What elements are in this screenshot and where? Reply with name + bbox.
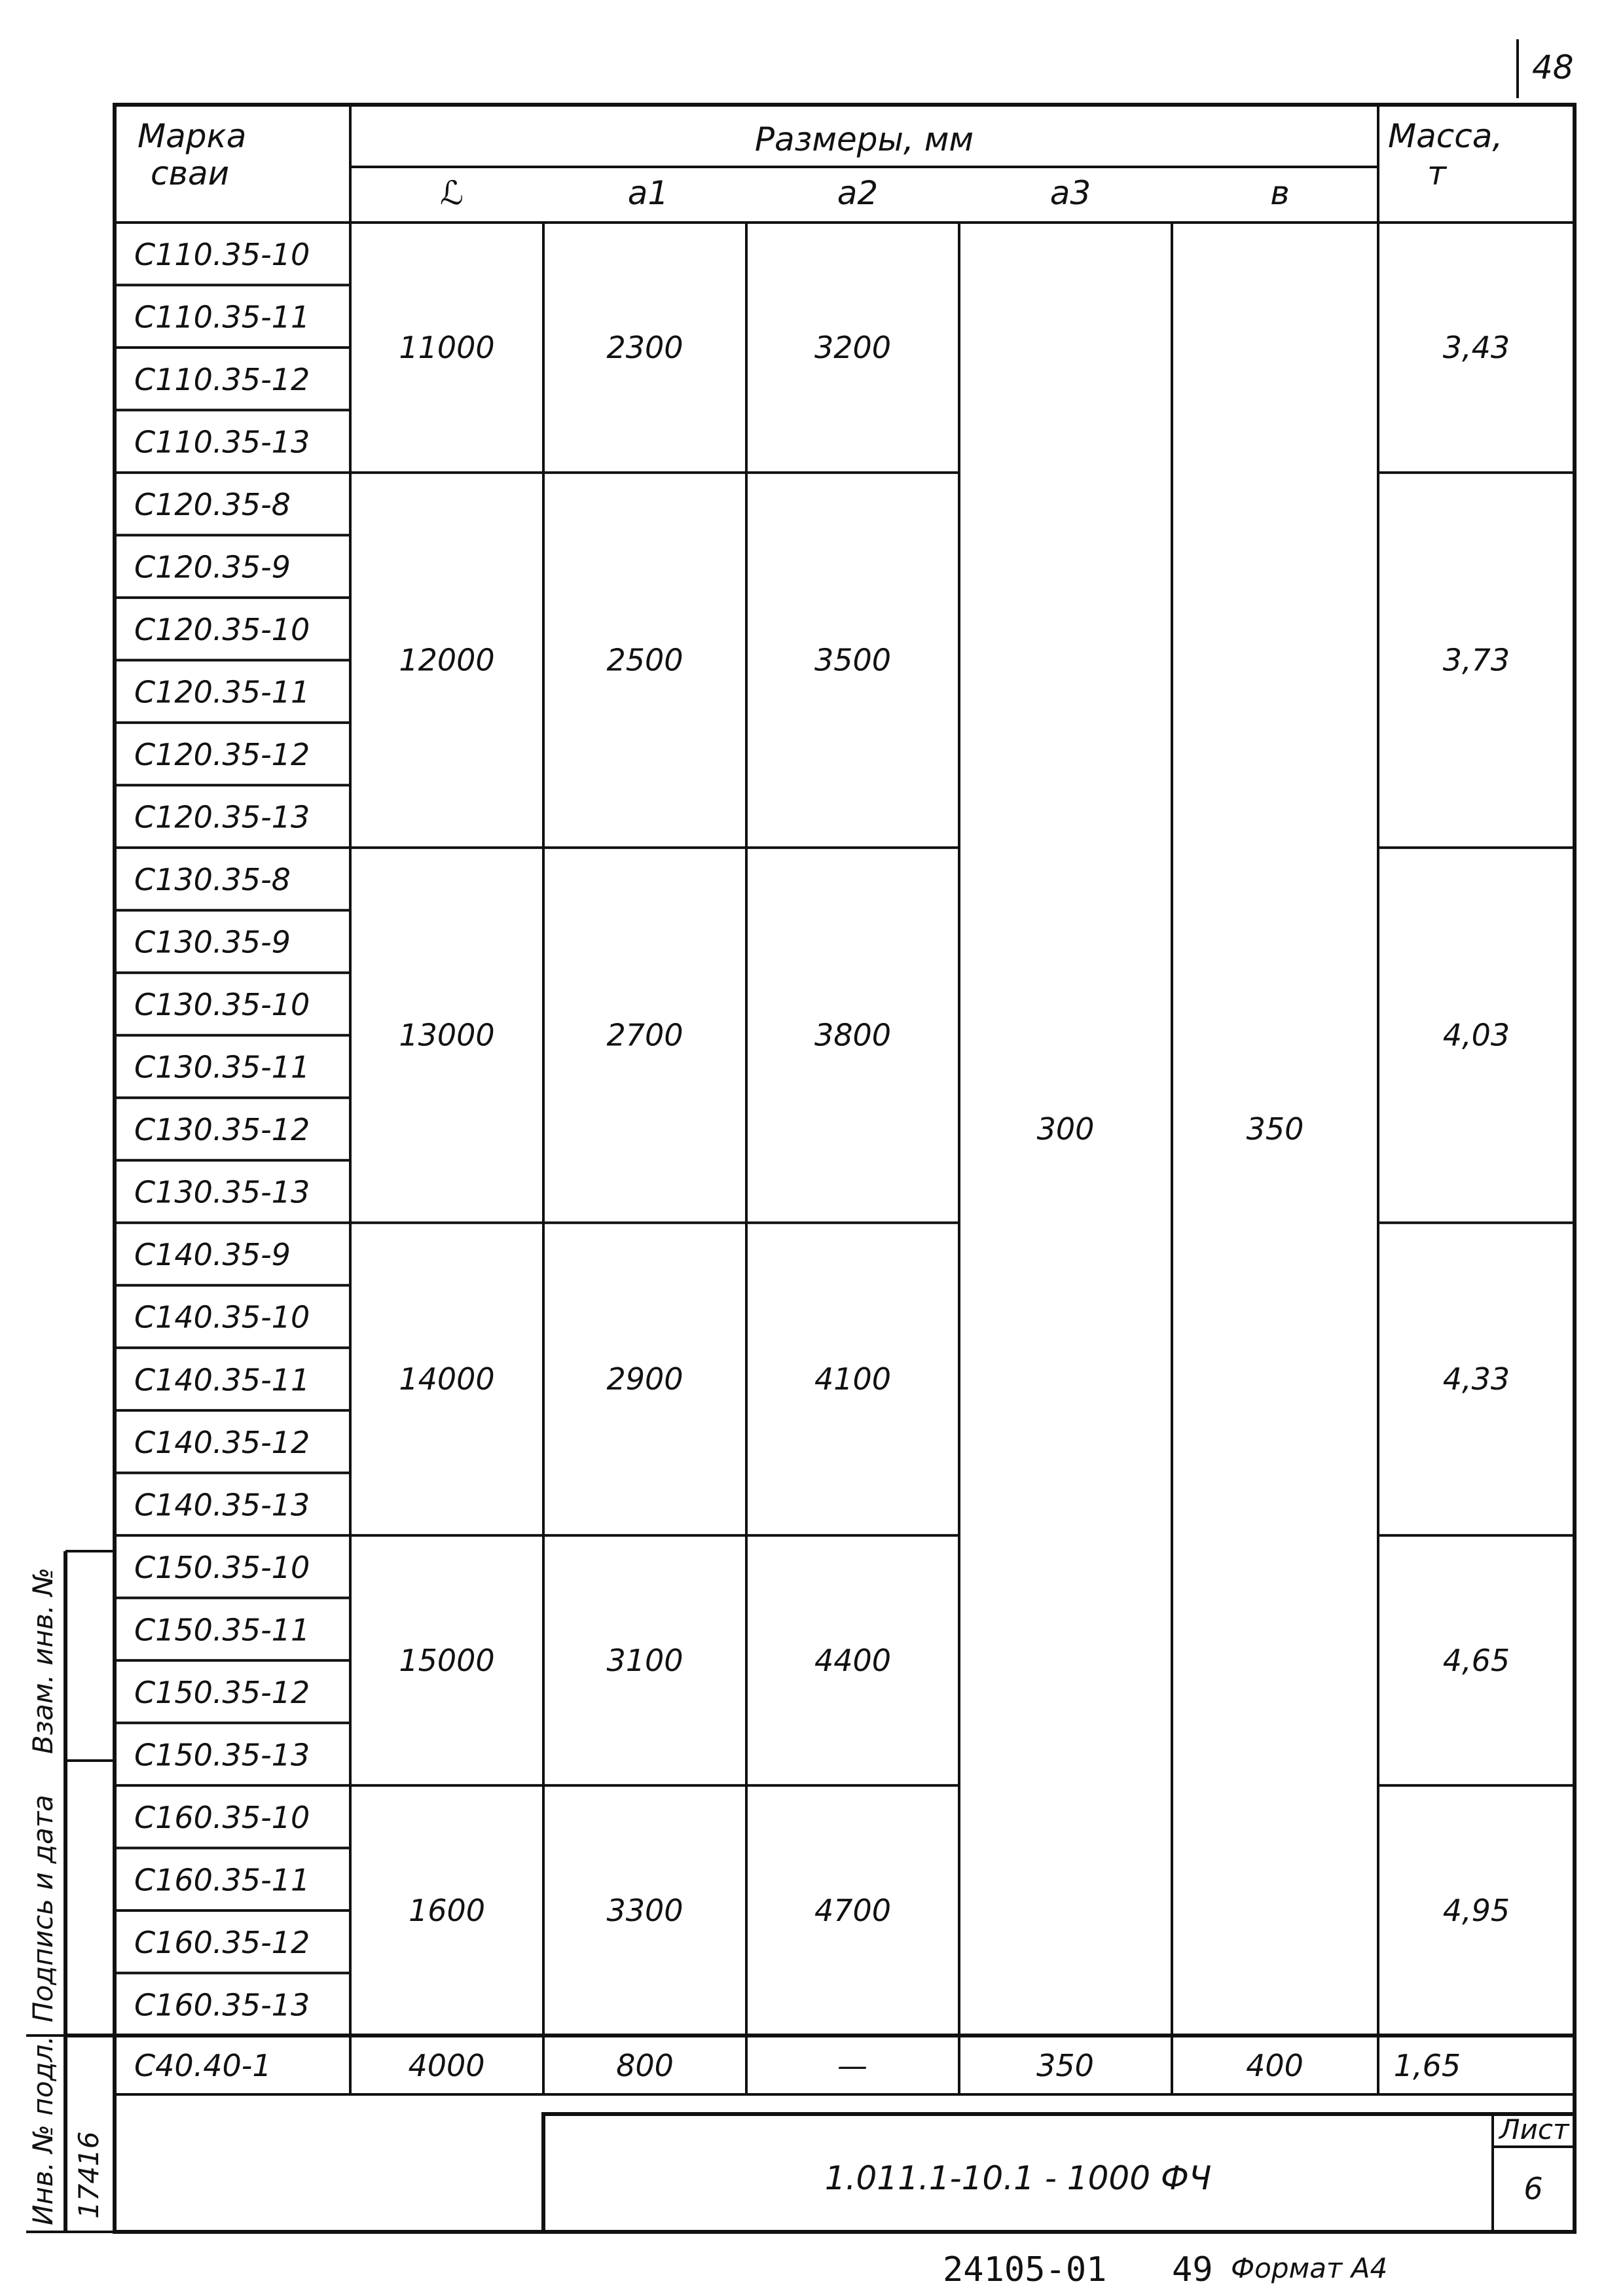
pile-mark: С160.35-10 — [134, 1799, 310, 1835]
cell-mass: 4,95 — [1442, 1892, 1510, 1928]
cell-L: 1600 — [408, 1892, 486, 1928]
replace-inv-label: Взам. инв. № — [27, 1567, 59, 1754]
page-number: 48 — [1532, 48, 1574, 86]
inv-sub-label: Инв. № подл. — [27, 2036, 59, 2225]
table-body — [134, 237, 1510, 2022]
pile-mark: С130.35-8 — [134, 862, 291, 898]
pile-mark: С120.35-13 — [134, 799, 310, 835]
pile-mark: С140.35-13 — [134, 1487, 310, 1523]
last-row-a1: 800 — [616, 2048, 674, 2083]
doc-code: 1.011.1-10.1 - 1000 ФЧ — [824, 2159, 1212, 2197]
header-mark-line1: Марка — [137, 117, 247, 155]
last-row-L: 4000 — [408, 2048, 485, 2083]
header-dims: Размеры, мм — [754, 120, 974, 158]
pile-mark: С140.35-11 — [134, 1362, 310, 1398]
pile-mark: С150.35-13 — [134, 1737, 310, 1773]
cell-a2: 3200 — [814, 330, 892, 366]
table-grid — [115, 223, 1575, 2036]
pile-mark: С110.35-13 — [134, 424, 310, 460]
order-number: 24105-01 — [943, 2250, 1107, 2289]
cell-L: 15000 — [399, 1642, 495, 1678]
approval-strip — [26, 1551, 115, 2232]
copy-number: 49 — [1172, 2250, 1213, 2289]
pile-mark: С110.35-11 — [134, 299, 310, 335]
cell-a1: 3300 — [606, 1892, 684, 1928]
cell-a2: 3500 — [814, 642, 892, 678]
sheet-label: Лист — [1499, 2113, 1569, 2145]
header-col-b: в — [1270, 174, 1290, 212]
header-mark-line2: сваи — [151, 154, 230, 192]
last-row-a3: 350 — [1036, 2048, 1094, 2083]
cell-a1: 2500 — [606, 642, 684, 678]
cell-a1: 2900 — [606, 1361, 684, 1397]
cell-a1: 2300 — [606, 330, 684, 366]
header-mass-line1: Масса, — [1388, 117, 1503, 155]
inv-value: 17416 — [73, 2131, 105, 2219]
last-row-mass: 1,65 — [1393, 2048, 1461, 2083]
pile-mark: С130.35-13 — [134, 1174, 310, 1210]
header-col-a2: а2 — [837, 174, 879, 212]
table-row-last — [65, 2036, 1575, 2094]
pile-mark: С160.35-13 — [134, 1987, 310, 2023]
header-col-a1: а1 — [627, 174, 669, 212]
pile-mark: С120.35-12 — [134, 737, 310, 773]
header-mass-line2: т — [1427, 154, 1447, 192]
cell-mass: 4,03 — [1442, 1017, 1510, 1053]
cell-a2: 3800 — [814, 1017, 892, 1053]
cell-a1: 2700 — [606, 1017, 684, 1053]
pile-mark: С120.35-10 — [134, 612, 310, 648]
cell-mass: 3,43 — [1442, 330, 1510, 366]
pile-mark: С150.35-10 — [134, 1549, 310, 1585]
pile-mark: С160.35-11 — [134, 1862, 310, 1898]
cell-a2: 4700 — [814, 1892, 892, 1928]
pile-mark: С120.35-9 — [134, 549, 291, 585]
last-row-b: 400 — [1246, 2048, 1304, 2083]
pile-mark: С150.35-12 — [134, 1674, 310, 1710]
cell-L: 14000 — [399, 1361, 495, 1397]
cell-b-shared: 350 — [1246, 1111, 1304, 1147]
cell-a1: 3100 — [606, 1642, 684, 1678]
last-row-a2: — — [837, 2048, 867, 2083]
table-header — [115, 105, 1575, 2094]
cell-mass: 4,33 — [1442, 1361, 1510, 1397]
cell-mass: 4,65 — [1442, 1642, 1510, 1678]
header-col-L: ℒ — [439, 174, 464, 212]
sign-date-label: Подпись и дата — [27, 1795, 59, 2022]
pile-mark: С110.35-10 — [134, 236, 310, 272]
title-block — [543, 2113, 1575, 2232]
cell-a3-shared: 300 — [1036, 1111, 1095, 1147]
cell-L: 12000 — [399, 642, 495, 678]
pile-mark: С140.35-12 — [134, 1424, 310, 1460]
pile-mark: С130.35-10 — [134, 987, 310, 1023]
pile-mark: С150.35-11 — [134, 1612, 310, 1648]
pile-mark: С130.35-9 — [134, 924, 291, 960]
pile-mark: С110.35-12 — [134, 361, 310, 397]
footer-stamp — [943, 2250, 1387, 2289]
cell-a2: 4400 — [814, 1642, 892, 1678]
last-row-mark: С40.40-1 — [134, 2048, 272, 2083]
pile-mark: С140.35-9 — [134, 1237, 291, 1273]
cell-L: 13000 — [399, 1017, 495, 1053]
pile-mark: С130.35-12 — [134, 1112, 310, 1148]
pile-mark: С130.35-11 — [134, 1049, 310, 1085]
pile-mark: С140.35-10 — [134, 1299, 310, 1335]
cell-a2: 4100 — [814, 1361, 892, 1397]
format-label: Формат А4 — [1231, 2252, 1388, 2284]
cell-L: 11000 — [399, 330, 495, 366]
sheet-number: 6 — [1523, 2171, 1543, 2206]
pile-mark: С160.35-12 — [134, 1924, 310, 1960]
cell-mass: 3,73 — [1442, 642, 1510, 678]
pile-mark: С120.35-11 — [134, 674, 310, 710]
header-col-a3: а3 — [1049, 174, 1091, 212]
pile-mark: С120.35-8 — [134, 487, 291, 523]
